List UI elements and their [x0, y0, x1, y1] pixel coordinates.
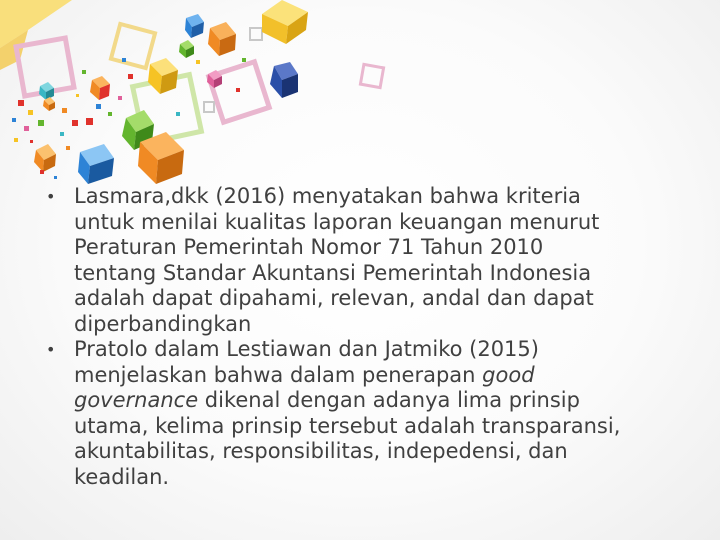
text-run: utama, kelima prinsip tersebut adalah transparansi, [74, 413, 621, 438]
confetti-shape [118, 96, 122, 100]
confetti-shape [28, 110, 33, 115]
bullet-text-line: tentang Standar Akuntansi Pemerintah Indonesia [74, 260, 592, 285]
confetti-shape [108, 112, 112, 116]
confetti-shape [14, 138, 18, 142]
bullet-text-line [74, 465, 686, 491]
confetti-shape [76, 94, 79, 97]
bullet-text-line: Lasmara,dkk (2016) menyatakan bahwa kriteria [74, 184, 581, 208]
cube-shape [148, 58, 178, 94]
italic-term: governance [74, 388, 199, 412]
bullet-text-line: Peraturan Pemerintah Nomor 71 Tahun 2010 [74, 235, 544, 259]
bullet-text-line [74, 363, 686, 389]
confetti-shape [72, 120, 78, 126]
bullet-text-line [74, 414, 686, 440]
bullet-text-line [74, 439, 686, 465]
italic-term: good [482, 362, 535, 387]
cube-shape [78, 144, 114, 184]
outline-square-shape [204, 102, 214, 112]
confetti-shape [24, 126, 29, 131]
bullet-marker: • [46, 340, 56, 359]
bullet-text-line: diperbandingkan [74, 311, 252, 336]
bullet-text-line [74, 388, 686, 414]
cube-shape [179, 40, 194, 58]
text-run: Pratolo dalam Lestiawan dan Jatmiko (2015) [74, 337, 539, 361]
cube-shape [185, 14, 204, 38]
bullet-text-line: adalah dapat dipahami, relevan, andal dan dapat [74, 286, 594, 310]
outline-square-shape [111, 24, 155, 68]
cube-shape [43, 97, 55, 111]
confetti-shape [54, 176, 57, 179]
text-run: menjelaskan bahwa dalam penerapan [74, 362, 483, 387]
confetti-shape [96, 104, 101, 109]
outline-square-shape [250, 28, 262, 40]
confetti-shape [62, 108, 67, 113]
confetti-shape [60, 132, 64, 136]
confetti-shape [128, 74, 133, 79]
confetti-shape [40, 170, 44, 174]
bullet-text-line [74, 337, 686, 363]
text-run: dikenal dengan adanya lima prinsip [198, 388, 580, 412]
confetti-shape [86, 118, 93, 125]
text-run: keadilan. [74, 464, 170, 489]
confetti-shape [236, 88, 240, 92]
bullet-list [46, 184, 686, 490]
cube-shape [270, 62, 298, 98]
cube-shape [90, 76, 110, 100]
cube-shape [208, 22, 236, 56]
bullet-item [46, 184, 686, 337]
confetti-shape [242, 58, 246, 62]
cube-shape [34, 144, 56, 172]
confetti-shape [196, 60, 200, 64]
cube-shape [39, 82, 54, 100]
text-run: akuntabilitas, responsibilitas, indepedensi, dan [74, 439, 568, 463]
cube-shape [262, 0, 308, 44]
confetti-shape [18, 100, 24, 106]
slide-body [46, 184, 686, 490]
bullet-marker: • [46, 187, 56, 206]
outline-square-shape [360, 64, 383, 87]
confetti-shape [66, 146, 70, 150]
confetti-shape [12, 118, 16, 122]
confetti-shape [38, 120, 44, 126]
confetti-shape [122, 58, 126, 62]
bullet-text-line: untuk menilai kualitas laporan keuangan menurut [74, 209, 600, 234]
confetti-shape [30, 140, 33, 143]
bullet-item [46, 337, 686, 490]
confetti-shape [82, 70, 86, 74]
confetti-shape [176, 112, 180, 116]
